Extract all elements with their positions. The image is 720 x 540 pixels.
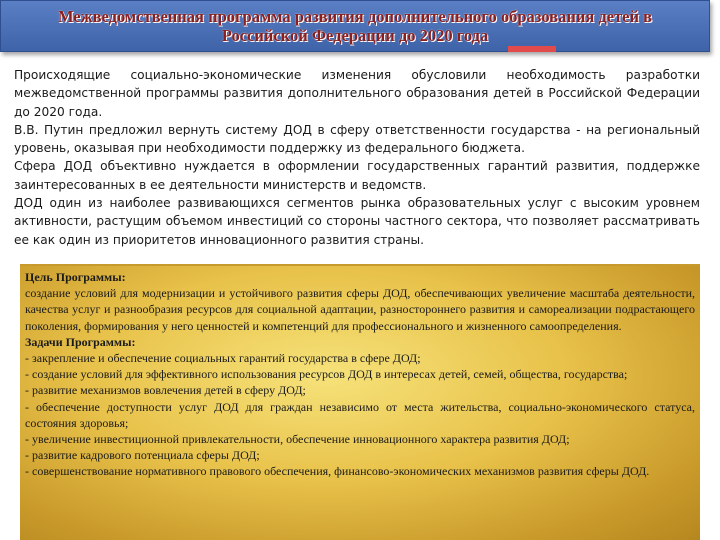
task-item-2: - создание условий для эффективного использования ресурсов ДОД в интересах детей, семей, общества, государства;	[25, 367, 628, 382]
task-item-3: - развитие механизмов вовлечения детей в сферу ДОД;	[25, 383, 306, 398]
goal-heading: Цель Программы:	[25, 270, 126, 284]
intro-paragraph-1: Происходящие социально-экономические изменения обусловили необходимость разработки межведомственной программы развития дополнительного образования детей в Российской Федерации до 2020 года.	[14, 68, 700, 119]
program-goals-box	[20, 264, 700, 540]
task-item-6: - развитие кадрового потенциала сферы ДОД;	[25, 448, 260, 463]
intro-paragraph-3: Сфера ДОД объективно нуждается в оформлении государственных гарантий развития, поддержке заинтересованных в ее деятельности министерств и ведомств.	[14, 159, 700, 192]
intro-paragraph-2: В.В. Путин предложил вернуть систему ДОД в сферу ответственности государства - на региональный уровень, оказывая при необходимости поддержку из федерального бюджета.	[14, 122, 700, 156]
intro-text	[14, 66, 700, 249]
task-item-4: - обеспечение доступности услуг ДОД для граждан независимо от места жительства, социально-экономического статуса, состояния здоровья;	[25, 399, 695, 430]
task-item-7: - совершенствование нормативного правового обеспечения, финансово-экономических механизмов развития сферы ДОД.	[25, 464, 650, 479]
title-banner	[0, 0, 710, 52]
tasks-heading: Задачи Программы:	[25, 334, 136, 349]
intro-paragraph-4: ДОД один из наиболее развивающихся сегментов рынка образовательных услуг с высоким уровнем активности, растущим объемом инвестиций со стороны частного сектора, что позволяет рассматривать ее как один из приоритетов инновационного развития страны.	[14, 196, 700, 247]
page-title: Межведомственная программа развития дополнительного образования детей в Российской Федерации до 2020 года	[57, 7, 653, 45]
task-item-5: - увеличение инвестиционной привлекательности, обеспечение инновационного характера развития ДОД;	[25, 432, 570, 447]
goal-text: создание условий для модернизации и устойчивого развития сферы ДОД, обеспечивающих увеличение масштаба деятельности, качества услуг и разнообразия ресурсов для социальной адаптации, разностороннего развития и самореализации подрастающего поколения, формирования у него ценностей и компетенций для профессионального и жизненного самоопределения.	[25, 286, 695, 333]
red-accent-bar	[508, 46, 556, 52]
task-item-1: - закрепление и обеспечение социальных гарантий государства в сфере ДОД;	[25, 351, 421, 366]
